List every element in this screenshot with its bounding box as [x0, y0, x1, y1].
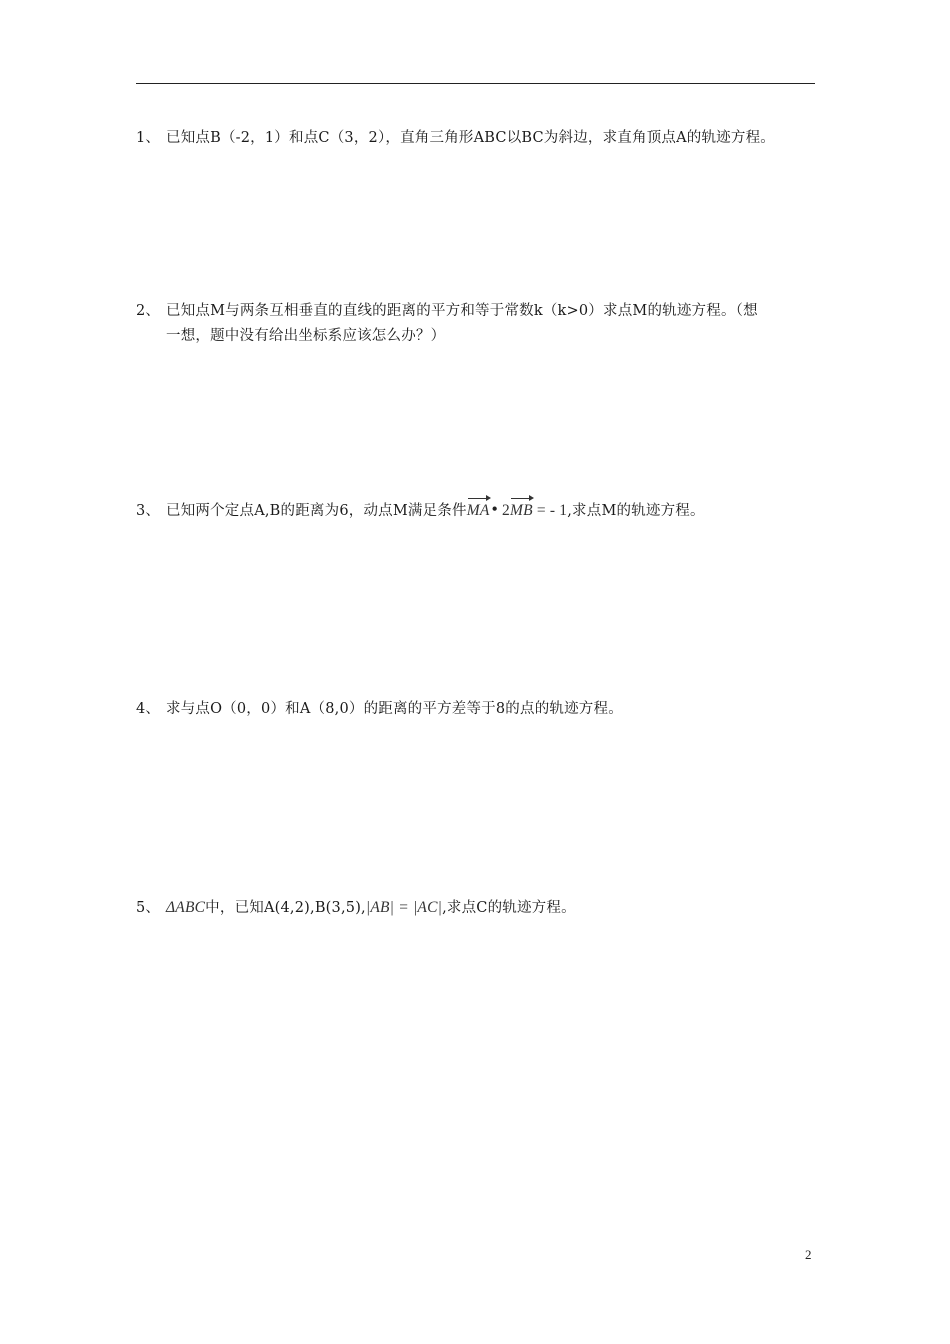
question-text: 中，已知A(4,2),B(3,5), — [205, 900, 366, 916]
question-number: 5、 — [136, 900, 161, 916]
question-text-line-2: 一想，题中没有给出坐标系应该怎么办？） — [166, 328, 446, 344]
header-rule — [136, 83, 815, 84]
vector-coefficient: 2 — [502, 502, 510, 519]
question-number: 2、 — [136, 303, 161, 319]
question-5 — [136, 895, 821, 921]
vector-ma: MA — [467, 497, 490, 523]
equation-rhs: = - 1 — [532, 502, 568, 519]
question-text-end: ,求点C的轨迹方程。 — [442, 900, 576, 916]
question-number: 3、 — [136, 503, 161, 519]
question-2 — [136, 299, 821, 349]
question-text-line-1: 已知点M与两条互相垂直的直线的距离的平方和等于常数k（k>0）求点M的轨迹方程。（想 — [166, 303, 758, 319]
question-number: 1、 — [136, 130, 161, 146]
question-4 — [136, 697, 821, 722]
question-text: 已知两个定点A,B的距离为6，动点M满足条件 — [166, 503, 467, 519]
dot-product-symbol: • — [491, 499, 499, 519]
question-text: 求与点O（0，0）和A（8,0）的距离的平方差等于8的点的轨迹方程。 — [166, 701, 623, 717]
question-text-end: ,求点M的轨迹方程。 — [567, 503, 705, 519]
question-text: 已知点B（-2，1）和点C（3，2），直角三角形ABC以BC为斜边，求直角顶点A的轨迹方程。 — [166, 130, 775, 146]
vector-mb: MB — [510, 497, 533, 523]
question-number: 4、 — [136, 701, 161, 717]
triangle-symbol: ΔABC — [166, 899, 206, 916]
absolute-value-equation: |AB| = |AC| — [365, 899, 443, 916]
question-1 — [136, 126, 821, 151]
page-number: 2 — [805, 1247, 812, 1262]
question-3 — [136, 497, 821, 524]
vector-equation — [466, 499, 568, 519]
